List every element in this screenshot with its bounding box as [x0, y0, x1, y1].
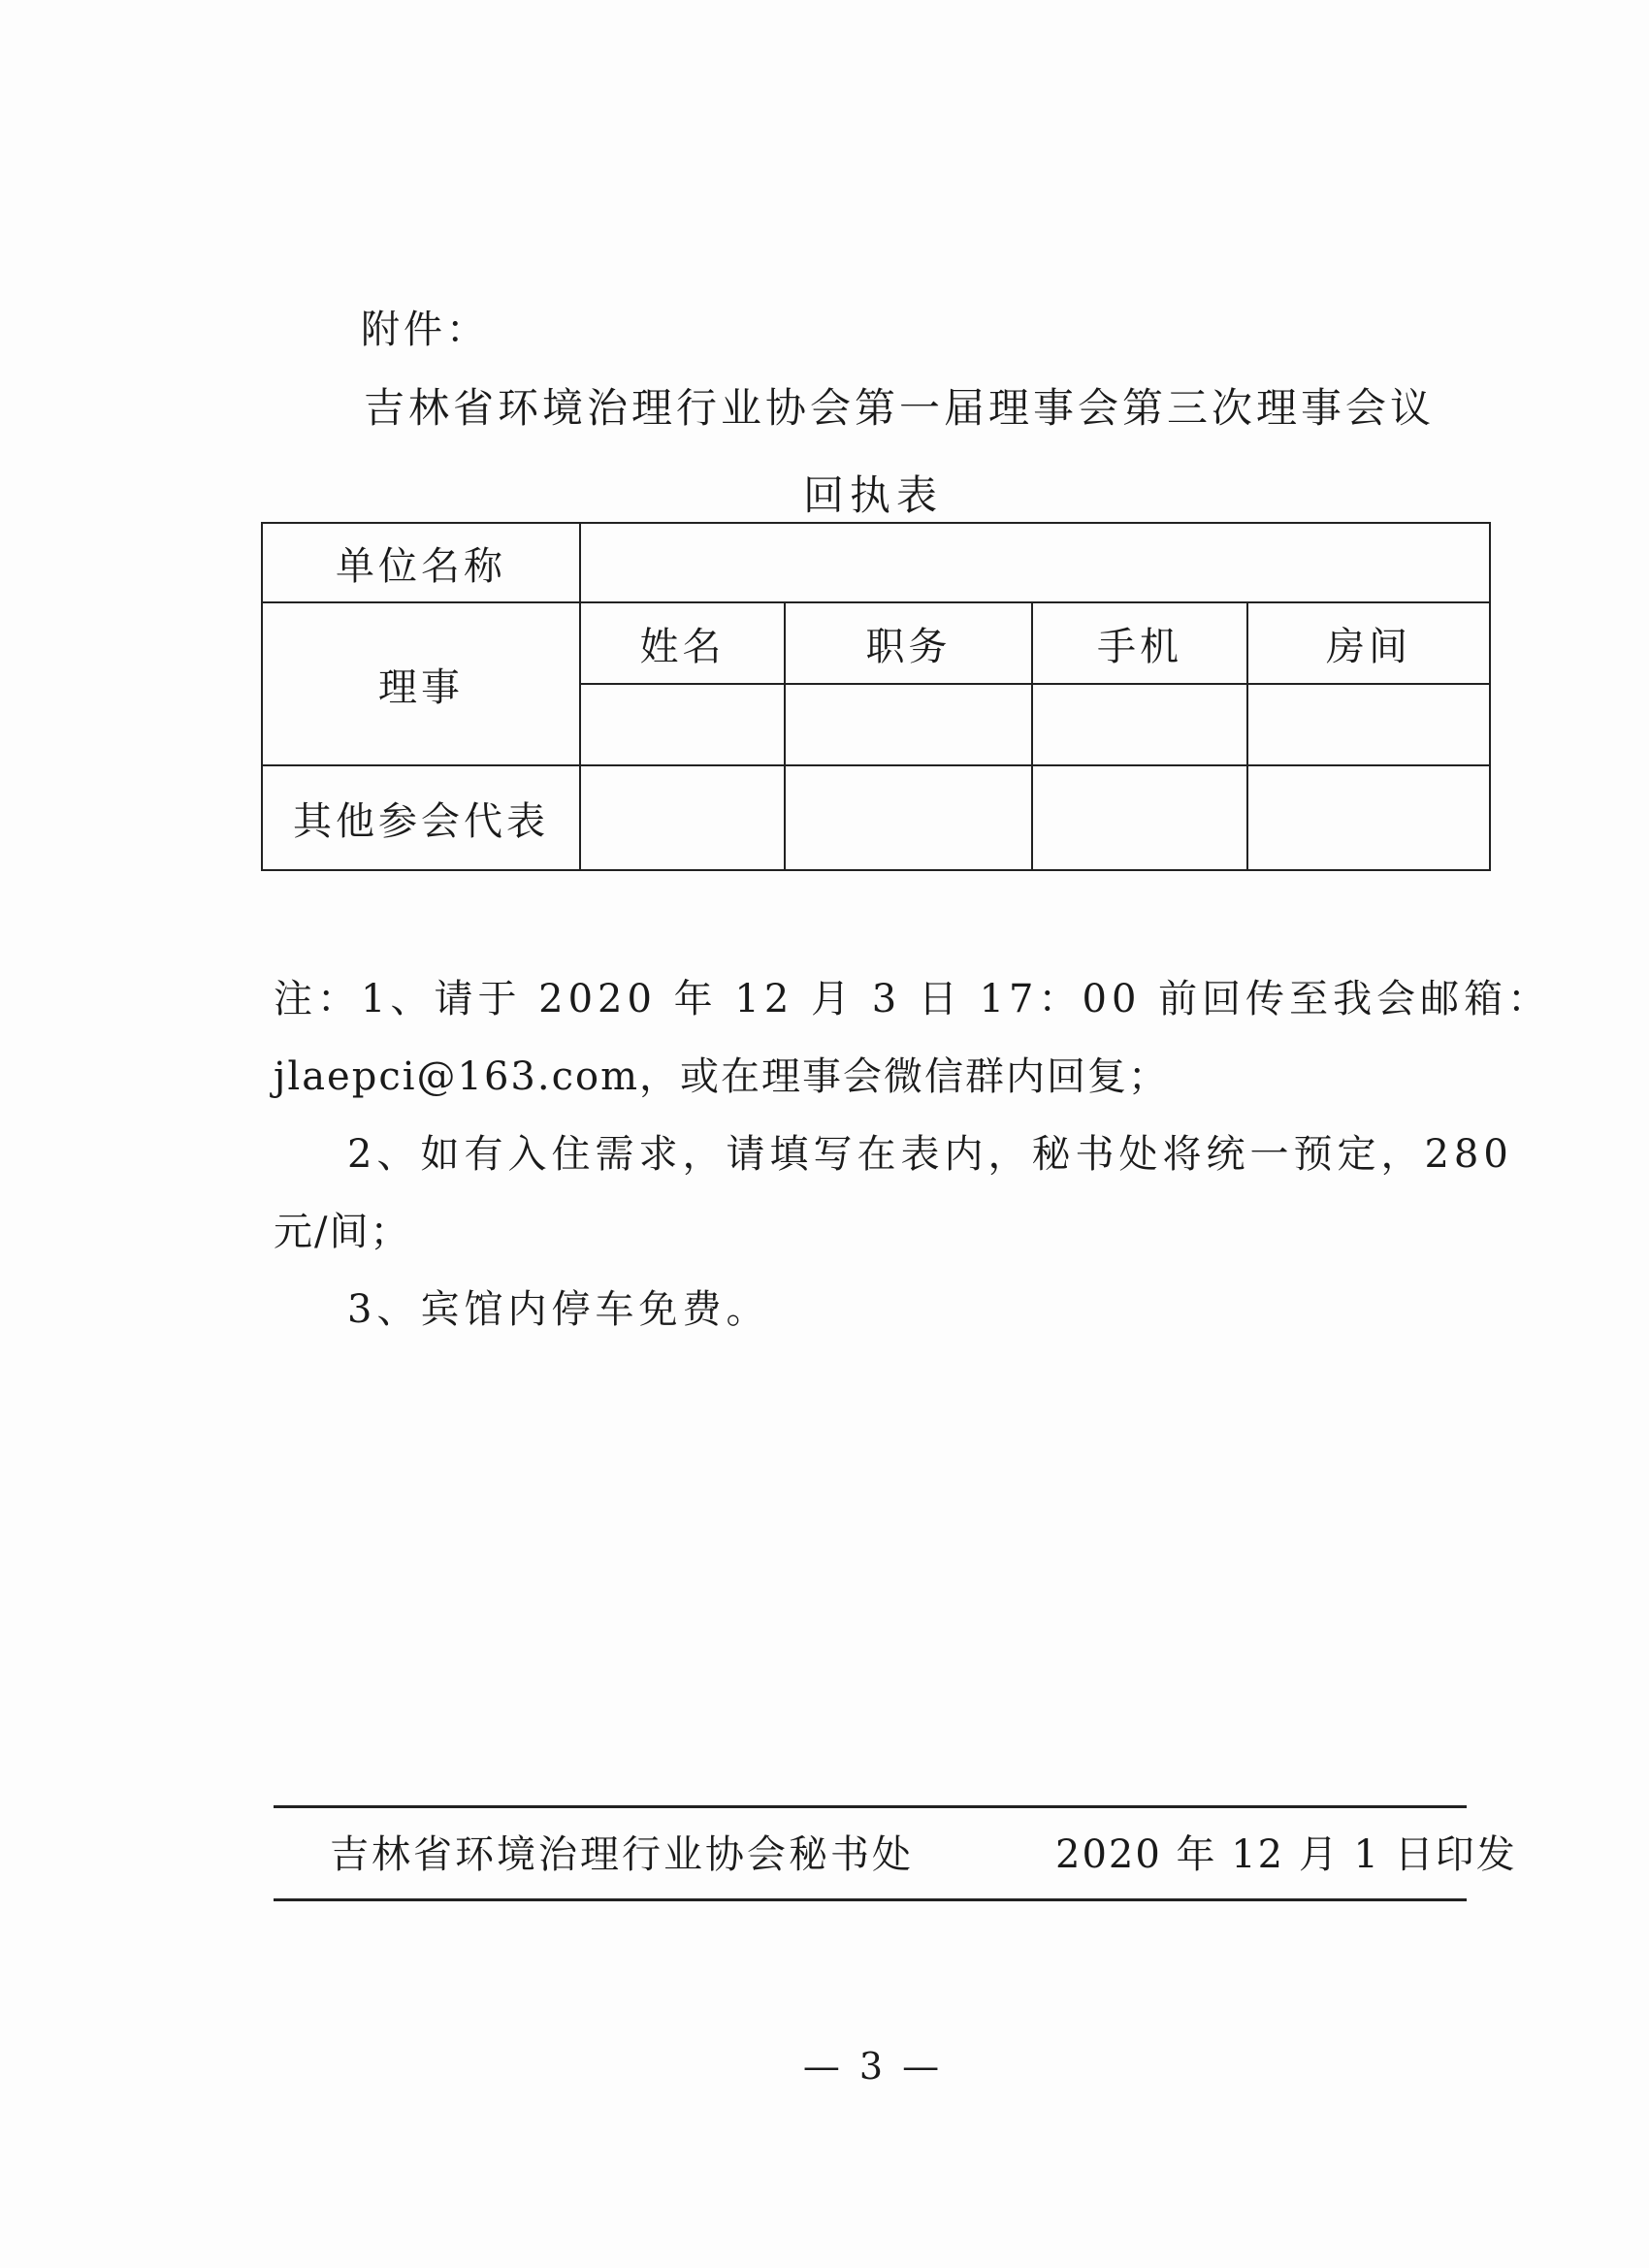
other-room-cell[interactable]	[1247, 765, 1490, 870]
header-room: 房间	[1247, 602, 1490, 684]
other-delegates-label: 其他参会代表	[262, 765, 580, 870]
page-number: — 3 —	[802, 2045, 944, 2088]
other-phone-cell[interactable]	[1032, 765, 1247, 870]
director-label: 理事	[262, 602, 580, 765]
note-line-2: jlaepci@163.com，或在理事会微信群内回复；	[274, 1054, 1169, 1099]
header-phone: 手机	[1032, 602, 1247, 684]
footer-organization: 吉林省环境治理行业协会秘书处	[330, 1832, 914, 1877]
footer-bottom-rule	[274, 1898, 1467, 1901]
unit-name-row	[262, 523, 1490, 602]
header-name: 姓名	[580, 602, 785, 684]
notes-section	[274, 960, 1552, 1348]
other-name-cell[interactable]	[580, 765, 785, 870]
unit-name-label: 单位名称	[262, 523, 580, 602]
unit-name-cell[interactable]	[580, 523, 1490, 602]
attachment-label: 附件：	[361, 308, 489, 352]
director-room-cell[interactable]	[1247, 684, 1490, 765]
note-line-4: 元/间；	[274, 1210, 411, 1254]
director-name-cell[interactable]	[580, 684, 785, 765]
footer-top-rule	[274, 1805, 1467, 1808]
other-position-cell[interactable]	[785, 765, 1032, 870]
director-phone-cell[interactable]	[1032, 684, 1247, 765]
director-position-cell[interactable]	[785, 684, 1032, 765]
note-line-5: 3、宾馆内停车免费。	[347, 1287, 770, 1332]
footer-date: 2020 年 12 月 1 日印发	[1055, 1832, 1517, 1877]
document-subtitle: 回执表	[802, 471, 943, 519]
other-delegates-row	[262, 765, 1490, 870]
note-line-1: 注：1、请于 2020 年 12 月 3 日 17：00 前回传至我会邮箱：	[274, 977, 1552, 1021]
receipt-table	[261, 522, 1491, 871]
header-position: 职务	[785, 602, 1032, 684]
document-title: 吉林省环境治理行业协会第一届理事会第三次理事会议	[364, 384, 1436, 432]
director-header-row	[262, 602, 1490, 684]
note-line-3: 2、如有入住需求，请填写在表内，秘书处将统一预定，280	[347, 1132, 1513, 1177]
